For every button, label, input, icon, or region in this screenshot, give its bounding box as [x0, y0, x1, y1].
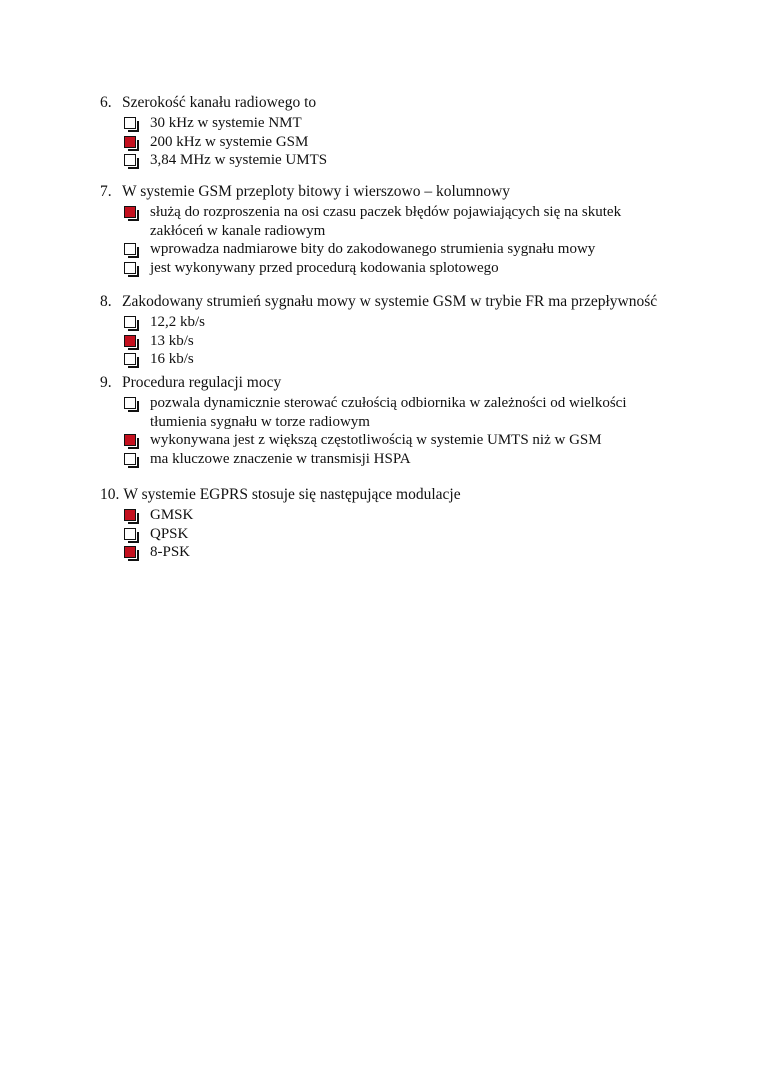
- option-label: pozwala dynamicznie sterować czułością odbiornika w zależności od wielkości tłumienia sygnału w torze radiowym: [150, 395, 627, 430]
- option[interactable]: [124, 431, 660, 450]
- question-number: 8.: [100, 293, 112, 310]
- checkbox[interactable]: [124, 262, 136, 274]
- option-label: służą do rozproszenia na osi czasu paczek błędów pojawiających się na skutek zakłóceń w kanale radiowym: [150, 204, 622, 239]
- option-label: 30 kHz w systemie NMT: [150, 115, 302, 131]
- question-8: [100, 292, 700, 369]
- option-label: 200 kHz w systemie GSM: [150, 133, 309, 150]
- option[interactable]: [124, 543, 700, 562]
- option-label: QPSK: [150, 525, 189, 542]
- option[interactable]: [124, 259, 660, 278]
- question-text: W systemie GSM przeploty bitowy i wierszowo – kolumnowy: [122, 183, 511, 200]
- checkbox[interactable]: [124, 117, 136, 129]
- option[interactable]: [124, 114, 700, 133]
- question-text: W systemie EGPRS stosuje się następujące modulacje: [123, 486, 461, 503]
- option[interactable]: [124, 525, 700, 544]
- checkbox[interactable]: [124, 316, 136, 328]
- checkbox[interactable]: [124, 528, 136, 540]
- question-text: Szerokość kanału radiowego to: [122, 94, 317, 111]
- option[interactable]: [124, 151, 700, 170]
- option[interactable]: [124, 350, 700, 369]
- checkbox[interactable]: [124, 335, 136, 347]
- option[interactable]: [124, 240, 660, 259]
- question-number: 6.: [100, 94, 112, 111]
- question-number: 10.: [100, 486, 120, 503]
- option-label: wykonywana jest z większą częstotliwością w systemie UMTS niż w GSM: [150, 432, 602, 448]
- option[interactable]: [124, 313, 700, 332]
- option-label: 13 kb/s: [150, 332, 194, 349]
- option-label: 3,84 MHz w systemie UMTS: [150, 152, 328, 168]
- option[interactable]: [124, 394, 660, 431]
- option-label: GMSK: [150, 507, 194, 523]
- option-label: 16 kb/s: [150, 351, 194, 367]
- checkbox[interactable]: [124, 136, 136, 148]
- checkbox[interactable]: [124, 546, 136, 558]
- checkbox[interactable]: [124, 206, 136, 218]
- checkbox[interactable]: [124, 243, 136, 255]
- option-label: jest wykonywany przed procedurą kodowania splotowego: [150, 259, 499, 276]
- option-label: 12,2 kb/s: [150, 314, 206, 330]
- option-label: 8-PSK: [150, 544, 191, 560]
- question-text: Procedura regulacji mocy: [122, 374, 282, 391]
- option-label: ma kluczowe znaczenie w transmisji HSPA: [150, 450, 411, 467]
- option[interactable]: [124, 332, 700, 351]
- checkbox[interactable]: [124, 434, 136, 446]
- question-text: Zakodowany strumień sygnału mowy w systemie GSM w trybie FR ma przepływność: [122, 293, 658, 310]
- option[interactable]: [124, 506, 700, 525]
- question-number: 9.: [100, 374, 112, 391]
- option[interactable]: [124, 203, 660, 240]
- question-6: [100, 93, 700, 170]
- question-10: [100, 485, 700, 562]
- question-9: [100, 373, 660, 468]
- checkbox[interactable]: [124, 397, 136, 409]
- checkbox[interactable]: [124, 509, 136, 521]
- option-label: wprowadza nadmiarowe bity do zakodowanego strumienia sygnału mowy: [150, 241, 596, 257]
- question-7: [100, 182, 660, 277]
- checkbox[interactable]: [124, 154, 136, 166]
- question-number: 7.: [100, 183, 112, 200]
- option[interactable]: [124, 450, 660, 469]
- option[interactable]: [124, 133, 700, 152]
- checkbox[interactable]: [124, 453, 136, 465]
- checkbox[interactable]: [124, 353, 136, 365]
